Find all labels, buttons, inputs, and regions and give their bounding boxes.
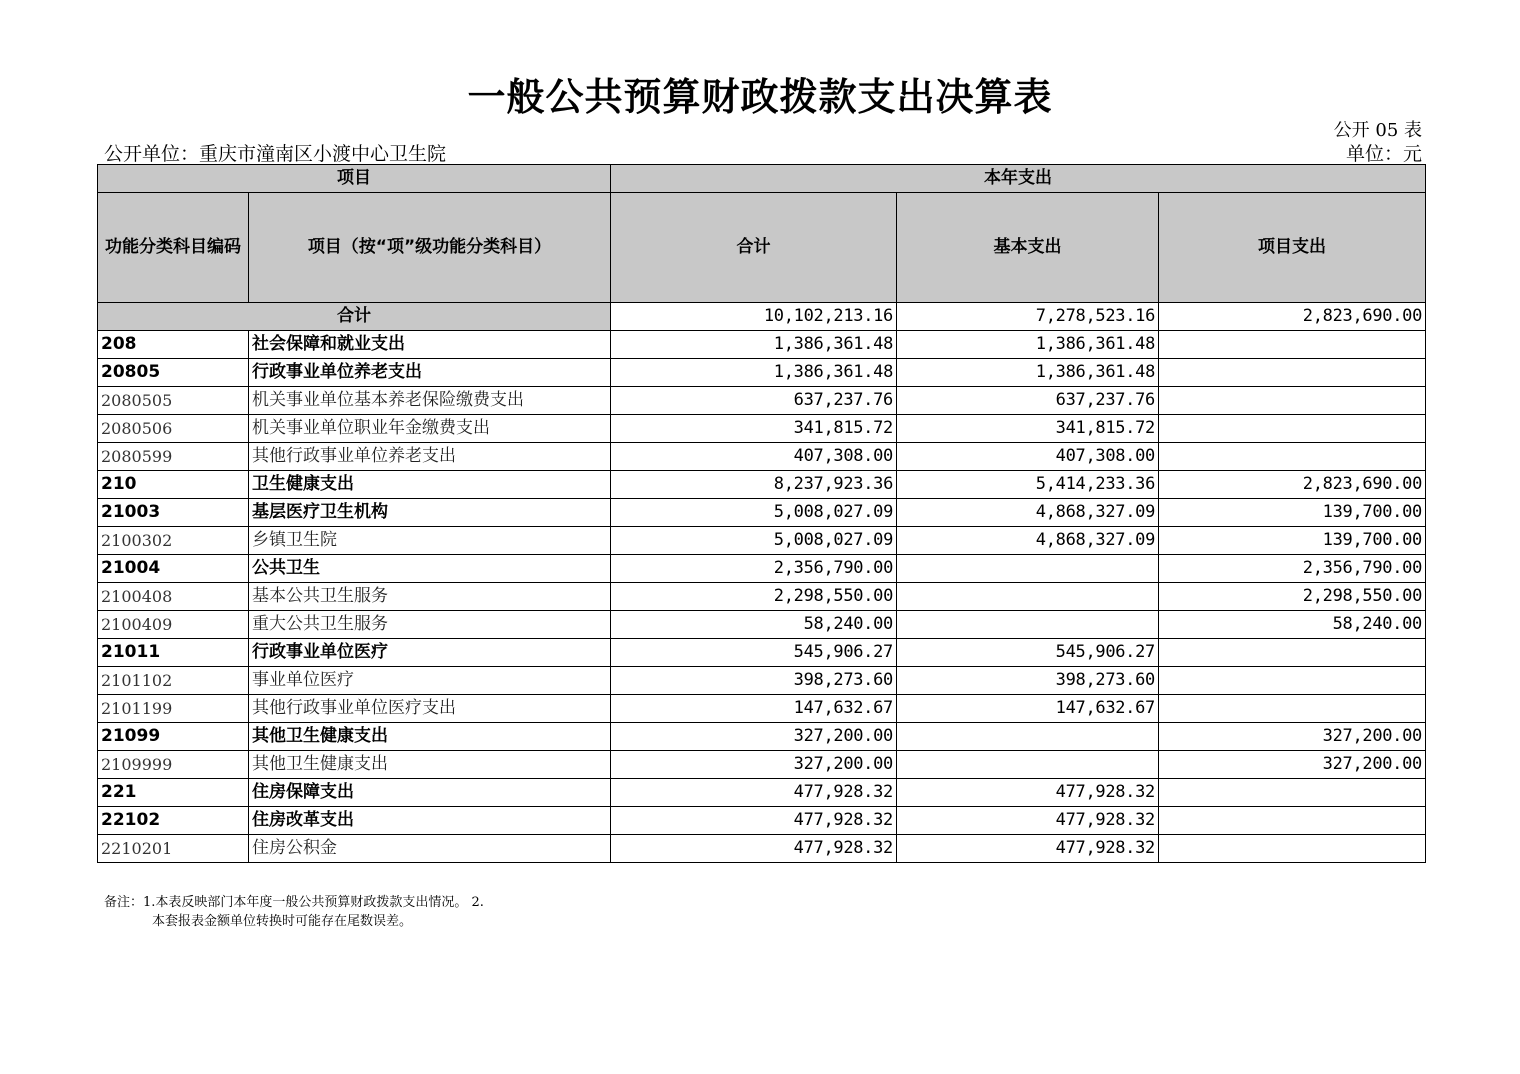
- table-row: [98, 499, 1426, 527]
- row-name: 乡镇卫生院: [249, 527, 611, 555]
- row-code: 21003: [98, 499, 249, 527]
- row-code: 2080505: [98, 387, 249, 415]
- row-total: 327,200.00: [611, 723, 897, 751]
- row-project: 58,240.00: [1159, 611, 1426, 639]
- row-name: 其他行政事业单位医疗支出: [249, 695, 611, 723]
- row-code: 2080599: [98, 443, 249, 471]
- table-row: [98, 443, 1426, 471]
- row-project: [1159, 359, 1426, 387]
- row-basic: [897, 611, 1159, 639]
- row-name: 其他行政事业单位养老支出: [249, 443, 611, 471]
- row-basic: 4,868,327.09: [897, 527, 1159, 555]
- row-name: 事业单位医疗: [249, 667, 611, 695]
- total-label: 合计: [98, 303, 611, 331]
- table-row: [98, 835, 1426, 863]
- row-name: 重大公共卫生服务: [249, 611, 611, 639]
- row-name: 其他卫生健康支出: [249, 751, 611, 779]
- row-total: 477,928.32: [611, 779, 897, 807]
- row-code: 21004: [98, 555, 249, 583]
- row-code: 221: [98, 779, 249, 807]
- table-row: [98, 779, 1426, 807]
- row-basic: [897, 583, 1159, 611]
- row-basic: 341,815.72: [897, 415, 1159, 443]
- table-row: [98, 387, 1426, 415]
- table-row: [98, 639, 1426, 667]
- row-basic: 407,308.00: [897, 443, 1159, 471]
- row-project: 327,200.00: [1159, 723, 1426, 751]
- row-name: 机关事业单位基本养老保险缴费支出: [249, 387, 611, 415]
- row-code: 2101199: [98, 695, 249, 723]
- row-project: 2,298,550.00: [1159, 583, 1426, 611]
- row-code: 2100409: [98, 611, 249, 639]
- row-basic: [897, 751, 1159, 779]
- table-row: [98, 751, 1426, 779]
- header-item: 项目: [98, 165, 611, 193]
- row-name: 卫生健康支出: [249, 471, 611, 499]
- row-total: 8,237,923.36: [611, 471, 897, 499]
- total-sum: 10,102,213.16: [611, 303, 897, 331]
- row-name: 社会保障和就业支出: [249, 331, 611, 359]
- page-title: 一般公共预算财政拨款支出决算表: [467, 74, 1053, 119]
- row-project: [1159, 667, 1426, 695]
- table-row: [98, 807, 1426, 835]
- header-code: 功能分类科目编码: [98, 193, 249, 303]
- row-basic: [897, 555, 1159, 583]
- header-project: 项目支出: [1159, 193, 1426, 303]
- row-project: 2,356,790.00: [1159, 555, 1426, 583]
- row-name: 基本公共卫生服务: [249, 583, 611, 611]
- row-basic: 1,386,361.48: [897, 359, 1159, 387]
- row-code: 2109999: [98, 751, 249, 779]
- table-row: [98, 667, 1426, 695]
- row-basic: 545,906.27: [897, 639, 1159, 667]
- row-project: 139,700.00: [1159, 499, 1426, 527]
- row-total: 58,240.00: [611, 611, 897, 639]
- row-project: [1159, 443, 1426, 471]
- expenditure-table: [97, 164, 1426, 863]
- row-code: 2100408: [98, 583, 249, 611]
- table-row: [98, 527, 1426, 555]
- row-total: 637,237.76: [611, 387, 897, 415]
- row-basic: 477,928.32: [897, 779, 1159, 807]
- row-code: 20805: [98, 359, 249, 387]
- header-name: 项目（按“项”级功能分类科目）: [249, 193, 611, 303]
- table-row: [98, 695, 1426, 723]
- footnote: [104, 893, 484, 931]
- row-project: [1159, 387, 1426, 415]
- row-name: 行政事业单位养老支出: [249, 359, 611, 387]
- currency-unit: 单位：元: [1345, 143, 1422, 165]
- table-row: [98, 611, 1426, 639]
- row-total: 327,200.00: [611, 751, 897, 779]
- table-row: [98, 471, 1426, 499]
- row-total: 5,008,027.09: [611, 527, 897, 555]
- row-total: 398,273.60: [611, 667, 897, 695]
- row-total: 1,386,361.48: [611, 359, 897, 387]
- row-name: 住房改革支出: [249, 807, 611, 835]
- row-code: 2080506: [98, 415, 249, 443]
- row-basic: 637,237.76: [897, 387, 1159, 415]
- row-total: 5,008,027.09: [611, 499, 897, 527]
- row-project: 2,823,690.00: [1159, 471, 1426, 499]
- row-project: [1159, 331, 1426, 359]
- footnote-line-1: 备注：1.本表反映部门本年度一般公共预算财政拨款支出情况。 2.: [104, 895, 484, 910]
- row-total: 2,356,790.00: [611, 555, 897, 583]
- row-total: 1,386,361.48: [611, 331, 897, 359]
- row-code: 22102: [98, 807, 249, 835]
- reporting-unit: 公开单位：重庆市潼南区小渡中心卫生院: [104, 143, 447, 165]
- row-basic: [897, 723, 1159, 751]
- table-row: [98, 415, 1426, 443]
- row-code: 21011: [98, 639, 249, 667]
- row-name: 住房保障支出: [249, 779, 611, 807]
- row-basic: 147,632.67: [897, 695, 1159, 723]
- row-total: 477,928.32: [611, 835, 897, 863]
- row-basic: 398,273.60: [897, 667, 1159, 695]
- row-code: 2100302: [98, 527, 249, 555]
- total-basic: 7,278,523.16: [897, 303, 1159, 331]
- row-code: 2210201: [98, 835, 249, 863]
- table-row: [98, 331, 1426, 359]
- row-basic: 5,414,233.36: [897, 471, 1159, 499]
- row-project: [1159, 835, 1426, 863]
- row-code: 208: [98, 331, 249, 359]
- row-code: 21099: [98, 723, 249, 751]
- row-total: 147,632.67: [611, 695, 897, 723]
- header-total: 合计: [611, 193, 897, 303]
- table-row: [98, 723, 1426, 751]
- row-basic: 1,386,361.48: [897, 331, 1159, 359]
- row-name: 基层医疗卫生机构: [249, 499, 611, 527]
- row-project: [1159, 415, 1426, 443]
- row-project: 327,200.00: [1159, 751, 1426, 779]
- total-row: [98, 303, 1426, 331]
- row-name: 公共卫生: [249, 555, 611, 583]
- table-row: [98, 555, 1426, 583]
- row-name: 其他卫生健康支出: [249, 723, 611, 751]
- row-basic: 4,868,327.09: [897, 499, 1159, 527]
- row-total: 407,308.00: [611, 443, 897, 471]
- row-project: 139,700.00: [1159, 527, 1426, 555]
- row-total: 341,815.72: [611, 415, 897, 443]
- row-project: [1159, 639, 1426, 667]
- row-total: 477,928.32: [611, 807, 897, 835]
- footnote-line-2: 本套报表金额单位转换时可能存在尾数误差。: [152, 914, 413, 929]
- row-total: 545,906.27: [611, 639, 897, 667]
- row-code: 2101102: [98, 667, 249, 695]
- header-basic: 基本支出: [897, 193, 1159, 303]
- row-project: [1159, 695, 1426, 723]
- row-name: 住房公积金: [249, 835, 611, 863]
- row-project: [1159, 807, 1426, 835]
- table-row: [98, 583, 1426, 611]
- row-total: 2,298,550.00: [611, 583, 897, 611]
- form-number: 公开 05 表: [1333, 120, 1422, 141]
- row-basic: 477,928.32: [897, 835, 1159, 863]
- row-project: [1159, 779, 1426, 807]
- row-name: 机关事业单位职业年金缴费支出: [249, 415, 611, 443]
- header-year-expense: 本年支出: [611, 165, 1426, 193]
- row-code: 210: [98, 471, 249, 499]
- total-project: 2,823,690.00: [1159, 303, 1426, 331]
- row-name: 行政事业单位医疗: [249, 639, 611, 667]
- row-basic: 477,928.32: [897, 807, 1159, 835]
- table-row: [98, 359, 1426, 387]
